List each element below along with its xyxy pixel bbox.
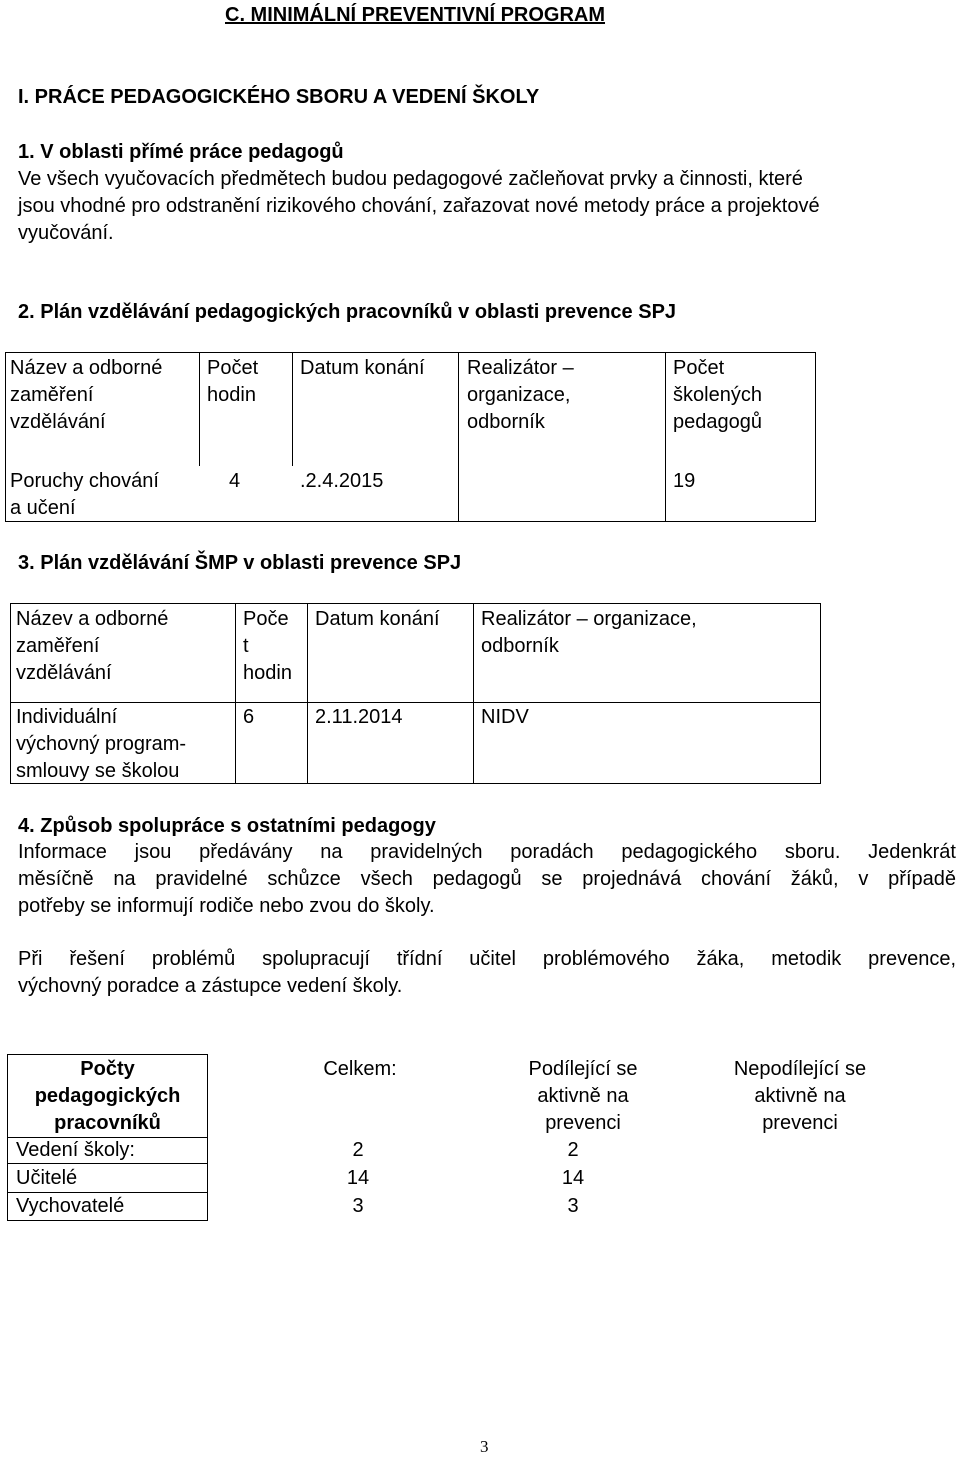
- table-header: Poče t hodin: [243, 608, 292, 684]
- table-cell: 14: [346, 1167, 370, 1189]
- table-header: Název a odborné zaměření vzdělávání: [16, 608, 169, 684]
- section-heading: I. PRÁCE PEDAGOGICKÉHO SBORU A VEDENÍ ŠKOLY: [18, 86, 540, 108]
- table-row-label: Vedení školy:: [16, 1139, 135, 1161]
- subsection-3-heading: 3. Plán vzdělávání ŠMP v oblasti prevence SPJ: [18, 552, 462, 574]
- table-header: Datum konání: [300, 357, 425, 379]
- table-header: Nepodílející se aktivně na prevenci: [733, 1058, 867, 1134]
- page-number: 3: [480, 1437, 489, 1456]
- table-row-label: Učitelé: [16, 1167, 78, 1189]
- table-cell: 6: [243, 706, 255, 728]
- table-cell: 14: [561, 1167, 585, 1189]
- table-row-label: Vychovatelé: [16, 1195, 125, 1217]
- table-cell: 3: [567, 1195, 579, 1217]
- subsection-2-heading: 2. Plán vzdělávání pedagogických pracovníků v oblasti prevence SPJ: [18, 301, 677, 323]
- subsection-4-heading: 4. Způsob spolupráce s ostatními pedagogy: [18, 815, 436, 837]
- table-cell: 2.11.2014: [315, 706, 403, 728]
- table-cell: Poruchy chování a učení: [10, 470, 159, 519]
- table-header: Počty pedagogických pracovníků: [34, 1058, 181, 1134]
- document-title: C. MINIMÁLNÍ PREVENTIVNÍ PROGRAM: [225, 4, 606, 26]
- table-cell: 2: [352, 1139, 364, 1161]
- table-cell: Individuální výchovný program- smlouvy se školou: [16, 706, 187, 782]
- table-cell: NIDV: [481, 706, 529, 728]
- paragraph-line: jsou vhodné pro odstranění rizikového chování, zařazovat nové metody práce a projektové: [18, 195, 820, 217]
- table-cell: 3: [352, 1195, 364, 1217]
- table-header: Počet hodin: [207, 357, 259, 406]
- table-header: Celkem:: [323, 1058, 397, 1080]
- paragraph-line: vyučování.: [18, 222, 114, 244]
- table-header: Realizátor – organizace, odborník: [467, 357, 574, 433]
- table-cell: .2.4.2015: [300, 470, 384, 492]
- paragraph: Informace jsou předávány na pravidelných poradách pedagogického sboru. Jedenkrát měsíčně na pravidelné schůzce všech pedagogů se projednává chování žáků, v případě potřeby se informují rodiče nebo zvou do školy.: [18, 841, 956, 917]
- table-cell: 19: [673, 470, 696, 492]
- subsection-1-heading: 1. V oblasti přímé práce pedagogů: [18, 141, 344, 163]
- table-header: Realizátor – organizace, odborník: [481, 608, 697, 657]
- table-header: Datum konání: [315, 608, 440, 630]
- table-cell: 2: [567, 1139, 579, 1161]
- paragraph: Při řešení problémů spolupracují třídní učitel problémového žáka, metodik prevence, výchovný poradce a zástupce vedení školy.: [18, 948, 956, 997]
- table-header: Název a odborné zaměření vzdělávání: [10, 357, 163, 433]
- table-header: Počet školených pedagogů: [673, 357, 762, 433]
- table-cell: 4: [229, 470, 241, 492]
- paragraph-line: Ve všech vyučovacích předmětech budou pedagogové začleňovat prvky a činnosti, které: [18, 168, 803, 190]
- table-header: Podílející se aktivně na prevenci: [528, 1058, 638, 1134]
